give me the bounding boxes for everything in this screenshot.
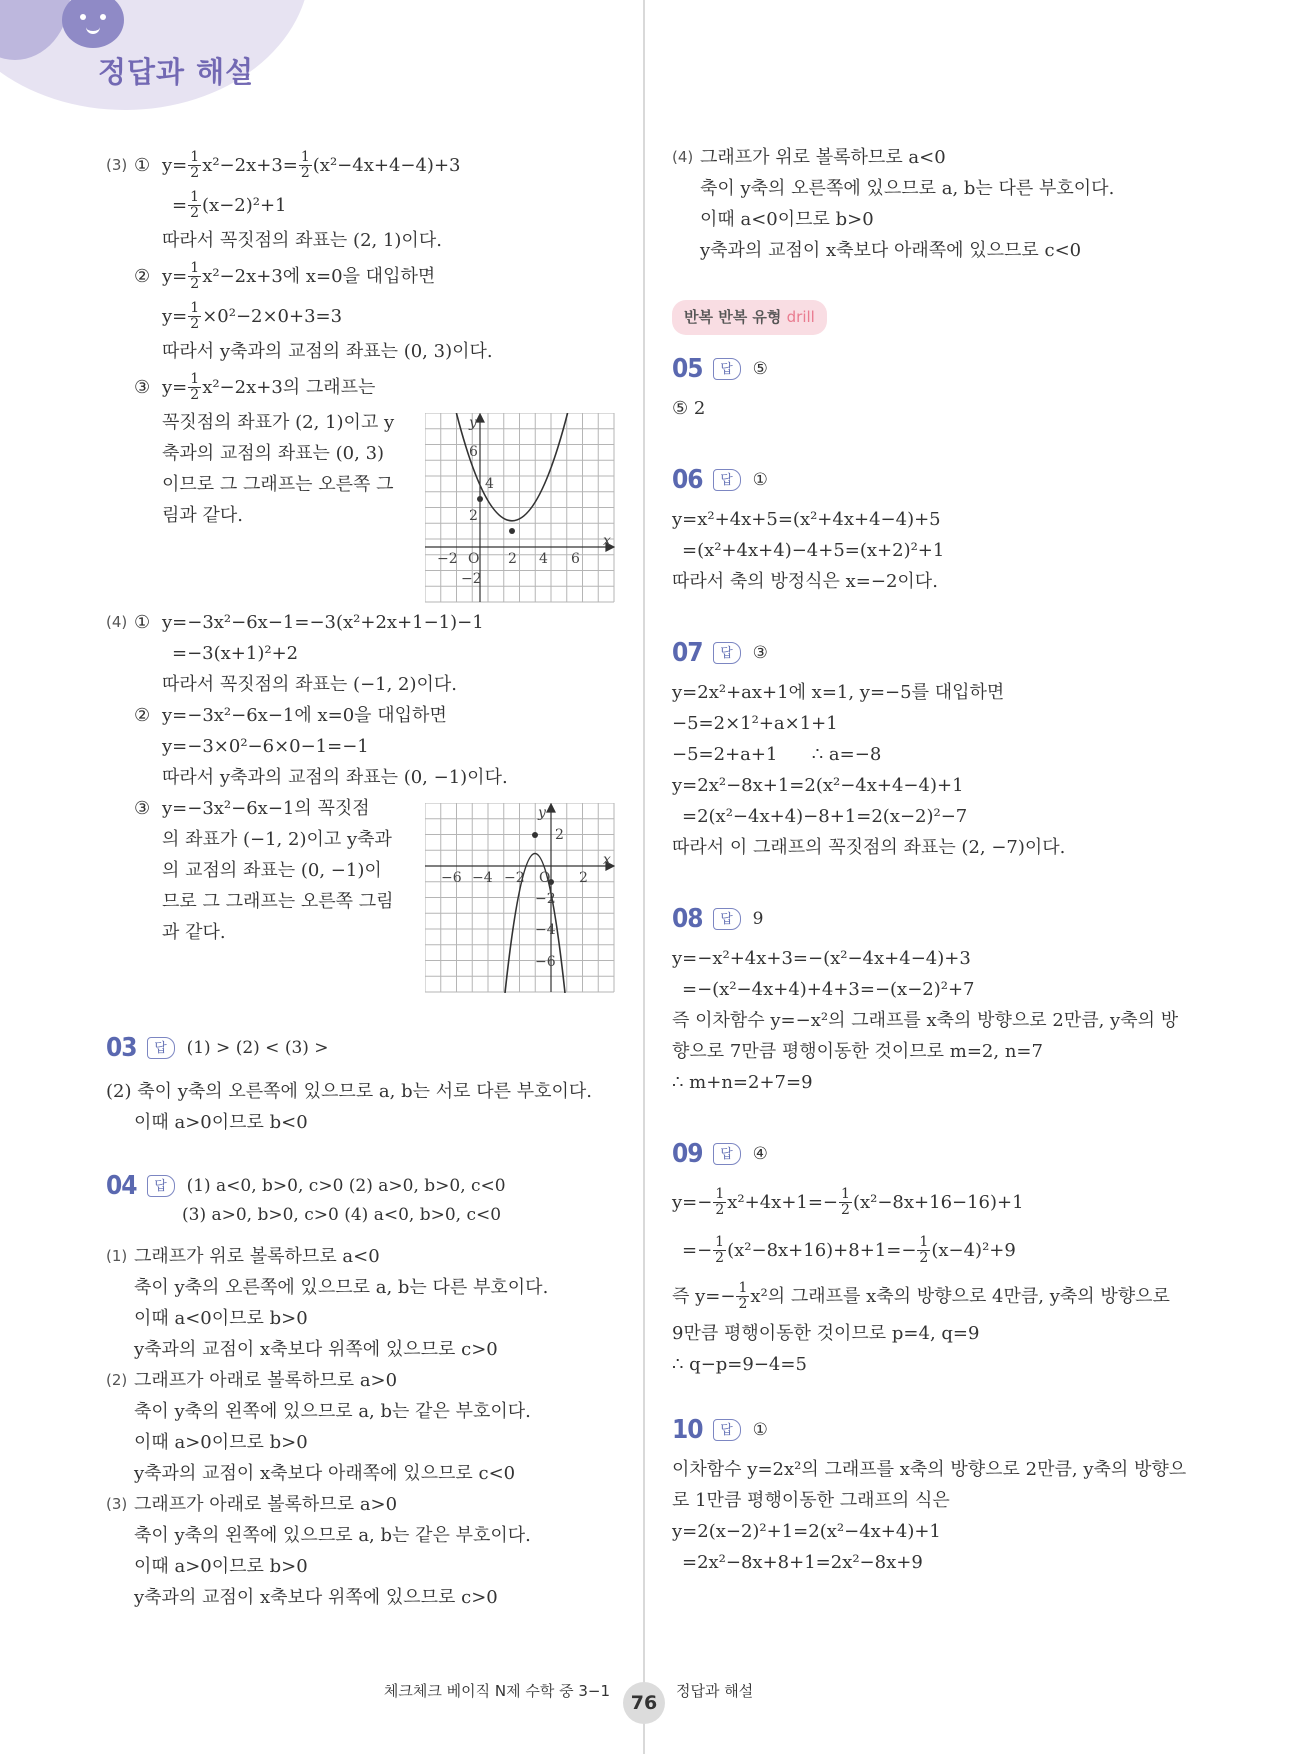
answer-badge: 답: [713, 1419, 741, 1441]
p3-line-5: y= $\frac{1}{2}$ ×0²−2×0+3=3: [162, 299, 343, 332]
graph1-xlabel: x: [603, 533, 611, 549]
fraction: $\frac{1}{2}$: [190, 188, 200, 221]
q06-number: 06: [672, 464, 703, 495]
q08-line-4: 향으로 7만큼 평행이동한 것이므로 m=2, n=7: [672, 1041, 1043, 1062]
q04-2-line-1: (2) 그래프가 아래로 볼록하므로 a>0: [106, 1370, 398, 1391]
vertex-point: [509, 528, 515, 534]
q08-line-2: =−(x²−4x+4)+4+3=−(x−2)²+7: [682, 979, 975, 1000]
answer-badge: 답: [713, 469, 741, 491]
q04-3-line-4: y축과의 교점이 x축보다 위쪽에 있으므로 c>0: [134, 1587, 498, 1608]
graph-parabola-2: [425, 803, 615, 993]
q09-line-4: 9만큼 평행이동한 것이므로 p=4, q=9: [672, 1323, 980, 1344]
graph2-ytick-neg2: −2: [535, 891, 556, 907]
p4-line-11: 과 같다.: [162, 922, 226, 943]
answer-badge: 답: [713, 908, 741, 930]
q06-line-3: 따라서 축의 방정식은 x=−2이다.: [672, 571, 938, 592]
q10-header: [672, 1410, 1192, 1450]
graph1-ytick-6: 6: [469, 444, 478, 460]
q06-header: [672, 460, 1192, 500]
q07-line-3: −5=2+a+1 ∴ a=−8: [672, 744, 882, 765]
fraction: $\frac{1}{2}$: [715, 1185, 725, 1218]
q07-header: [672, 633, 1192, 673]
left-q03-q04: [106, 1028, 626, 1613]
page-number: 76: [623, 1682, 665, 1724]
q05-answer: ⑤: [752, 358, 768, 379]
p4-line-6: 따라서 y축과의 교점의 좌표는 (0, −1)이다.: [162, 767, 508, 788]
p3-line-11: 림과 같다.: [162, 505, 243, 526]
r-p4-line-4: y축과의 교점이 x축보다 아래쪽에 있으므로 c<0: [700, 240, 1082, 261]
q10-answer: ①: [752, 1419, 768, 1440]
q08-answer: 9: [752, 908, 764, 929]
q07-line-6: 따라서 이 그래프의 꼭짓점의 좌표는 (2, −7)이다.: [672, 837, 1066, 858]
q04-1-line-1: (1) 그래프가 위로 볼록하므로 a<0: [106, 1246, 380, 1267]
q08-line-5: ∴ m+n=2+7=9: [672, 1072, 813, 1093]
answer-badge: 답: [147, 1175, 175, 1197]
r-p4-line-1: (4) 그래프가 위로 볼록하므로 a<0: [672, 147, 946, 168]
fraction: $\frac{1}{2}$: [190, 370, 200, 403]
fraction: $\frac{1}{2}$: [190, 259, 200, 292]
p3-line-7: ③ y= $\frac{1}{2}$ x²−2x+3의 그래프는: [134, 370, 376, 403]
graph2-xlabel: x: [603, 852, 611, 868]
graph2-xtick-2: 2: [579, 870, 588, 886]
graph1-xtick-6: 6: [571, 551, 580, 567]
p4-line-7: ③ y=−3x²−6x−1의 꼭짓점: [134, 798, 370, 819]
p4-line-10: 므로 그 그래프는 오른쪽 그림: [162, 891, 394, 912]
vertex-point: [532, 832, 538, 838]
p4-line-3: 따라서 꼭짓점의 좌표는 (−1, 2)이다.: [162, 674, 458, 695]
q08-number: 08: [672, 903, 703, 934]
p3-line-10: 이므로 그 그래프는 오른쪽 그: [162, 474, 394, 495]
graph2-ytick-neg4: −4: [535, 922, 556, 938]
graph1-ytick-4: 4: [485, 476, 494, 492]
p3-line-2: = $\frac{1}{2}$ (x−2)²+1: [172, 188, 287, 221]
graph2-xtick-neg4: −4: [472, 870, 493, 886]
q07-line-1: y=2x²+ax+1에 x=1, y=−5를 대입하면: [672, 682, 1005, 703]
q09-answer: ④: [752, 1143, 768, 1164]
p3-line-9: 축과의 교점의 좌표는 (0, 3): [162, 443, 385, 464]
q07-line-2: −5=2×1²+a×1+1: [672, 713, 838, 734]
q04-answer-2: (3) a>0, b>0, c>0 (4) a<0, b>0, c<0: [182, 1205, 502, 1225]
q07-answer: ③: [752, 642, 768, 663]
drill-banner: [672, 300, 1192, 335]
answer-badge: 답: [713, 358, 741, 380]
q04-1-line-4: y축과의 교점이 x축보다 위쪽에 있으므로 c>0: [134, 1339, 498, 1360]
p3-line-1: (3) ① y= $\frac{1}{2}$ x²−2x+3= $\frac{1}{2}$ (x²−4x+4−4)+3: [106, 148, 461, 181]
right-column: [672, 142, 1192, 1578]
p4-line-8: 의 좌표가 (−1, 2)이고 y축과: [162, 829, 392, 850]
graph2-ylabel: y: [538, 805, 546, 821]
graph2-origin: O: [539, 870, 551, 886]
p4-line-9: 의 교점의 좌표는 (0, −1)이: [162, 860, 382, 881]
y-intercept-point: [477, 496, 483, 502]
fraction: $\frac{1}{2}$: [841, 1185, 850, 1218]
fraction: $\frac{1}{2}$: [190, 148, 200, 181]
q10-line-4: =2x²−8x+8+1=2x²−8x+9: [682, 1552, 923, 1573]
graph2-ytick-2: 2: [555, 827, 564, 843]
q06-line-2: =(x²+4x+4)−4+5=(x+2)²+1: [682, 540, 945, 561]
p3-line-4: ② y= $\frac{1}{2}$ x²−2x+3에 x=0을 대입하면: [134, 259, 436, 292]
q07-number: 07: [672, 637, 703, 668]
q05-header: [672, 349, 1192, 389]
graph2-xtick-neg2: −2: [504, 870, 525, 886]
fraction: $\frac{1}{2}$: [190, 299, 200, 332]
p3-line-3: 따라서 꼭짓점의 좌표는 (2, 1)이다.: [162, 230, 442, 251]
q08-line-1: y=−x²+4x+3=−(x²−4x+4−4)+3: [672, 948, 971, 969]
q03-line-1: (2) 축이 y축의 오른쪽에 있으므로 a, b는 서로 다른 부호이다.: [106, 1081, 593, 1102]
q07-line-4: y=2x²−8x+1=2(x²−4x+4−4)+1: [672, 775, 964, 796]
p3-line-6: 따라서 y축과의 교점의 좌표는 (0, 3)이다.: [162, 341, 493, 362]
q10-line-1: 이차함수 y=2x²의 그래프를 x축의 방향으로 2만큼, y축의 방향으: [672, 1459, 1187, 1480]
answer-badge: 답: [713, 642, 741, 664]
q04-2-line-2: 축이 y축의 왼쪽에 있으므로 a, b는 같은 부호이다.: [134, 1401, 531, 1422]
graph1-origin: O: [468, 551, 480, 567]
q09-number: 09: [672, 1138, 703, 1169]
q09-line-3: 즉 y=− $\frac{1}{2}$ x²의 그래프를 x축의 방향으로 4만큼, y축의 방향으로: [672, 1279, 1170, 1312]
p4-line-4: ② y=−3x²−6x−1에 x=0을 대입하면: [134, 705, 447, 726]
graph1-ytick-2: 2: [469, 508, 478, 524]
column-divider: [643, 0, 645, 1754]
q09-line-1: y=− $\frac{1}{2}$ x²+4x+1=− $\frac{1}{2}$ (x²−8x+16−16)+1: [672, 1185, 1024, 1218]
q04-3-line-1: (3) 그래프가 아래로 볼록하므로 a>0: [106, 1494, 398, 1515]
graph1-xtick-neg2: −2: [437, 551, 458, 567]
fraction: $\frac{1}{2}$: [300, 148, 310, 181]
graph-parabola-1: [425, 413, 615, 603]
p4-line-2: =−3(x+1)²+2: [172, 643, 299, 664]
q10-line-3: y=2(x−2)²+1=2(x²−4x+4)+1: [672, 1521, 941, 1542]
q06-line-1: y=x²+4x+5=(x²+4x+4−4)+5: [672, 509, 941, 530]
graph1-xtick-2: 2: [508, 551, 517, 567]
q04-1-line-2: 축이 y축의 오른쪽에 있으므로 a, b는 다른 부호이다.: [134, 1277, 549, 1298]
q03-line-2: 이때 a>0이므로 b<0: [134, 1112, 308, 1133]
r-p4-line-3: 이때 a<0이므로 b>0: [700, 209, 874, 230]
q07-line-5: =2(x²−4x+4)−8+1=2(x−2)²−7: [682, 806, 968, 827]
page-title: 정답과 해설: [98, 55, 255, 89]
graph2-ytick-neg6: −6: [535, 954, 556, 970]
q03-number: 03: [106, 1032, 137, 1063]
p4-line-1: (4) ① y=−3x²−6x−1=−3(x²+2x+1−1)−1: [106, 612, 484, 633]
q10-line-2: 로 1만큼 평행이동한 그래프의 식은: [672, 1490, 950, 1511]
q04-solutions: [106, 1241, 626, 1613]
fraction: $\frac{1}{2}$: [715, 1233, 725, 1266]
q04-answer-1: (1) a<0, b>0, c>0 (2) a>0, b>0, c<0: [186, 1175, 506, 1196]
graph1-ytick-neg2: −2: [461, 571, 482, 587]
q05-number: 05: [672, 353, 703, 384]
graph1-ylabel: y: [469, 415, 477, 431]
q08-line-3: 즉 이차함수 y=−x²의 그래프를 x축의 방향으로 2만큼, y축의 방: [672, 1010, 1179, 1031]
p4-line-5: y=−3×0²−6×0−1=−1: [162, 736, 369, 757]
q03-header: [106, 1028, 626, 1068]
answer-badge: 답: [147, 1037, 175, 1059]
q04-1-line-3: 이때 a<0이므로 b>0: [134, 1308, 308, 1329]
answer-badge: 답: [713, 1143, 741, 1165]
q03-answer: (1) > (2) < (3) >: [186, 1037, 329, 1058]
q04-2-line-4: y축과의 교점이 x축보다 아래쪽에 있으므로 c<0: [134, 1463, 516, 1484]
fraction: $\frac{1}{2}$: [919, 1233, 929, 1266]
q04-3-line-3: 이때 a>0이므로 b>0: [134, 1556, 308, 1577]
footer-book-title: 체크체크 베이직 N제 수학 중 3−1: [383, 1682, 610, 1700]
fraction: $\frac{1}{2}$: [738, 1279, 748, 1312]
q10-number: 10: [672, 1414, 703, 1445]
q09-line-2: =− $\frac{1}{2}$ (x²−8x+16)+8+1=− $\frac{1}{2}$ (x−4)²+9: [682, 1233, 1016, 1266]
drill-pill: 반복 반복 유형 drill: [672, 300, 827, 335]
footer-section: 정답과 해설: [676, 1682, 754, 1700]
q06-answer: ①: [752, 469, 768, 490]
q05-line-1: ⑤ 2: [672, 398, 706, 419]
q04-number: 04: [106, 1170, 137, 1201]
p3-line-8: 꼭짓점의 좌표가 (2, 1)이고 y: [162, 412, 395, 433]
r-p4-line-2: 축이 y축의 오른쪽에 있으므로 a, b는 다른 부호이다.: [700, 178, 1115, 199]
graph1-xtick-4: 4: [539, 551, 548, 567]
graph2-xtick-neg6: −6: [441, 870, 462, 886]
q04-3-line-2: 축이 y축의 왼쪽에 있으므로 a, b는 같은 부호이다.: [134, 1525, 531, 1546]
q08-header: [672, 899, 1192, 939]
q09-line-5: ∴ q−p=9−4=5: [672, 1354, 807, 1375]
q04-2-line-3: 이때 a>0이므로 b>0: [134, 1432, 308, 1453]
q09-header: [672, 1134, 1192, 1174]
